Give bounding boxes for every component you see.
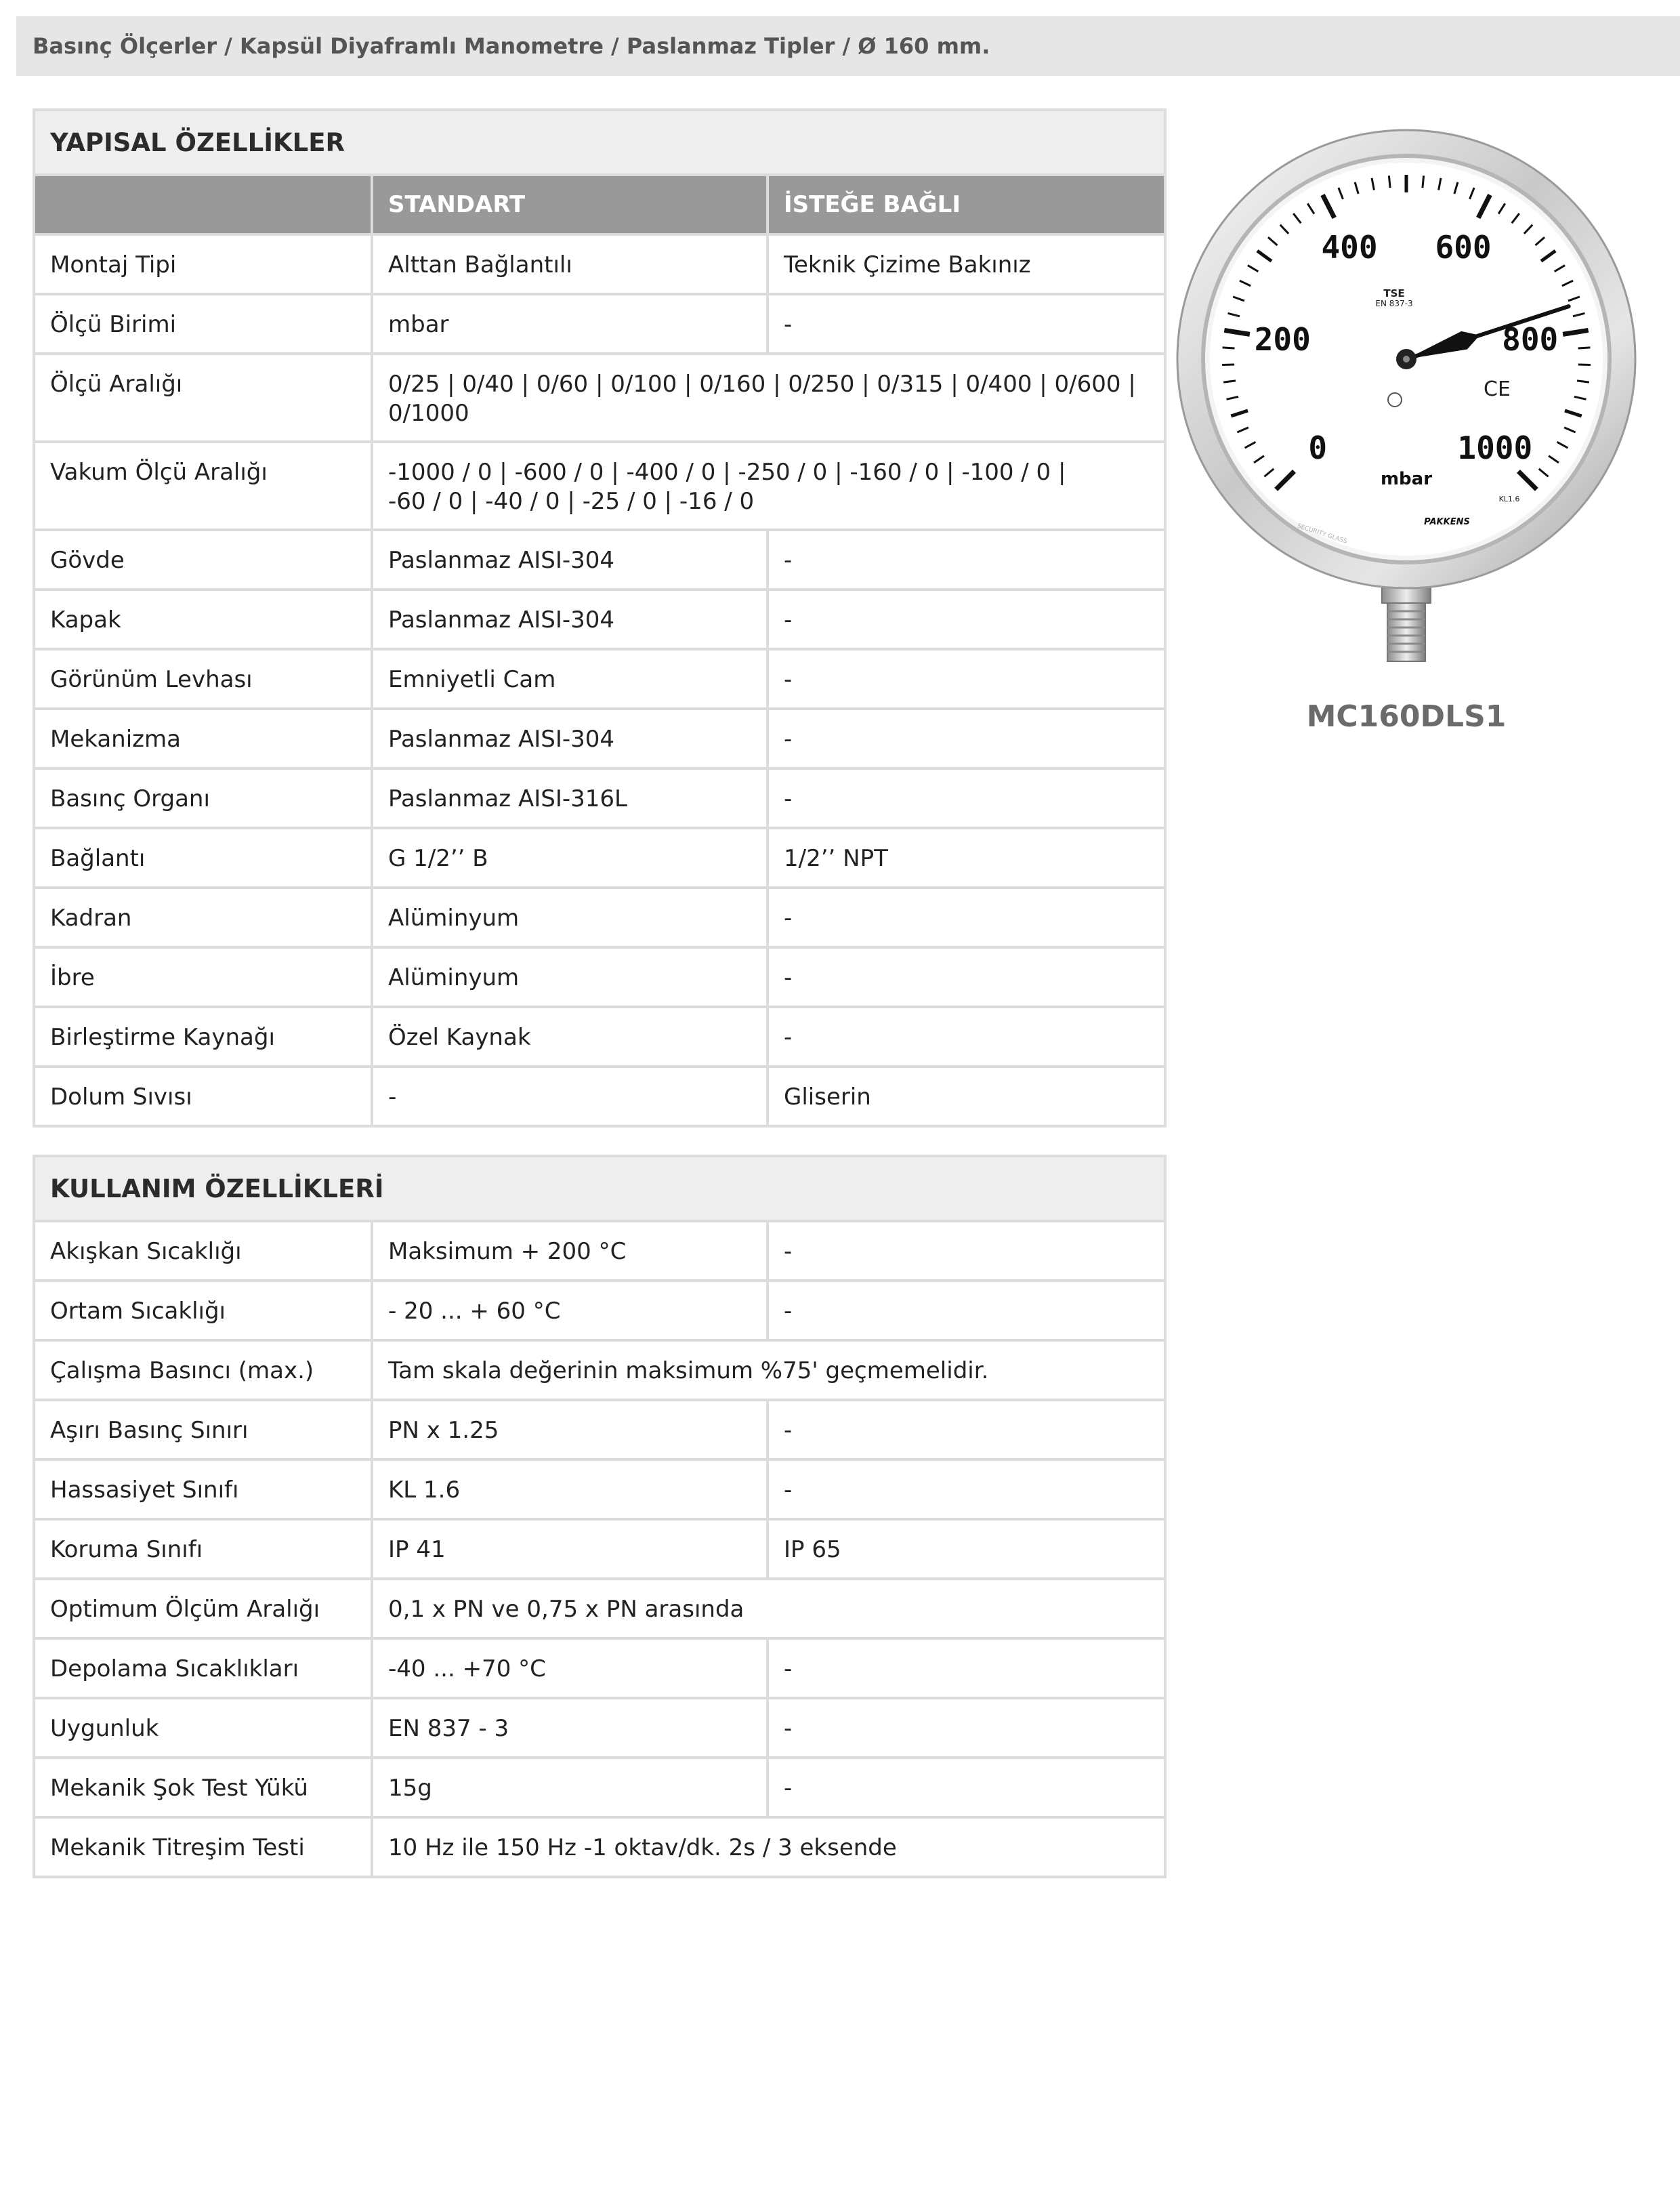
standard-value: Paslanmaz AISI-304	[372, 590, 768, 649]
minor-tick	[1423, 175, 1424, 188]
optional-value: -	[768, 294, 1165, 354]
brand-label: PAKKENS	[1424, 517, 1470, 527]
standard-value: 10 Hz ile 150 Hz -1 oktav/dk. 2s / 3 eksende	[372, 1817, 1165, 1877]
standard-value: G 1/2’’ B	[372, 828, 768, 888]
row-label: Ölçü Birimi	[34, 294, 372, 354]
standard-value: IP 41	[372, 1519, 768, 1579]
dial-label: 400	[1321, 229, 1378, 266]
model-code: MC160DLS1	[1306, 699, 1507, 734]
dial-label: 800	[1502, 321, 1559, 358]
table-row	[34, 1579, 1165, 1638]
standard-value: Emniyetli Cam	[372, 649, 768, 709]
glass-mark: SECURITY GLASS	[1296, 522, 1348, 545]
table-row	[34, 1698, 1165, 1758]
optional-value: -	[768, 888, 1165, 947]
table-row	[34, 649, 1165, 709]
row-label: Koruma Sınıfı	[34, 1519, 372, 1579]
optional-value: -	[768, 1460, 1165, 1519]
standard-value: 0/25 | 0/40 | 0/60 | 0/100 | 0/160 | 0/250 | 0/315 | 0/400 | 0/600 | 0/1000	[372, 354, 1165, 442]
optional-value: -	[768, 1638, 1165, 1698]
optional-value: Teknik Çizime Bakınız	[768, 234, 1165, 294]
row-label: Optimum Ölçüm Aralığı	[34, 1579, 372, 1638]
table-row	[34, 234, 1165, 294]
row-label: Kapak	[34, 590, 372, 649]
standard-value: KL 1.6	[372, 1460, 768, 1519]
table-row	[34, 828, 1165, 888]
optional-value: 1/2’’ NPT	[768, 828, 1165, 888]
dial-label: 0	[1308, 429, 1328, 466]
table-row	[34, 1638, 1165, 1698]
standard-value: Paslanmaz AISI-316L	[372, 768, 768, 828]
table-row	[34, 1817, 1165, 1877]
table-row	[34, 354, 1165, 442]
standard-value: mbar	[372, 294, 768, 354]
structural-specs-table	[33, 108, 1167, 1128]
row-label: Mekanizma	[34, 709, 372, 768]
optional-value: -	[768, 1221, 1165, 1281]
standard-value: Maksimum + 200 °C	[372, 1221, 768, 1281]
standard-mark: EN 837-3	[1375, 299, 1413, 308]
optional-value: -	[768, 1400, 1165, 1460]
breadcrumb: Basınç Ölçerler / Kapsül Diyaframlı Manometre / Paslanmaz Tipler / Ø 160 mm.	[16, 16, 1680, 76]
optional-value: IP 65	[768, 1519, 1165, 1579]
standard-value: Paslanmaz AISI-304	[372, 709, 768, 768]
row-label: Birleştirme Kaynağı	[34, 1007, 372, 1067]
table-row	[34, 530, 1165, 590]
row-label: Çalışma Basıncı (max.)	[34, 1340, 372, 1400]
table-row	[34, 1281, 1165, 1340]
header-empty-cell	[34, 175, 372, 234]
row-label: Dolum Sıvısı	[34, 1067, 372, 1126]
optional-value: -	[768, 530, 1165, 590]
optional-value: -	[768, 768, 1165, 828]
table-row	[34, 1007, 1165, 1067]
unit-label: mbar	[1380, 469, 1433, 489]
optional-value: -	[768, 1007, 1165, 1067]
optional-value: -	[768, 1758, 1165, 1817]
standard-value: Alüminyum	[372, 947, 768, 1007]
optional-value: -	[768, 649, 1165, 709]
row-label: Depolama Sıcaklıkları	[34, 1638, 372, 1698]
standard-value: 15g	[372, 1758, 768, 1817]
table-row	[34, 590, 1165, 649]
table-row	[34, 768, 1165, 828]
optional-value: -	[768, 1281, 1165, 1340]
standard-value: EN 837 - 3	[372, 1698, 768, 1758]
optional-value: -	[768, 709, 1165, 768]
row-label: Akışkan Sıcaklığı	[34, 1221, 372, 1281]
standard-value: -1000 / 0 | -600 / 0 | -400 / 0 | -250 / 0 | -160 / 0 | -100 / 0 | -60 / 0 | -40 / 0 | -25 / 0 | -16 / 0	[372, 442, 1165, 530]
optional-value: -	[768, 1698, 1165, 1758]
optional-column-header: İSTEĞE BAĞLI	[768, 175, 1165, 234]
table-row	[34, 294, 1165, 354]
standard-value: -	[372, 1067, 768, 1126]
standard-column-header: STANDART	[372, 175, 768, 234]
usage-section-title: KULLANIM ÖZELLİKLERİ	[34, 1156, 1165, 1221]
table-row	[34, 1067, 1165, 1126]
tse-mark: TSE	[1383, 287, 1405, 299]
optional-value: Gliserin	[768, 1067, 1165, 1126]
row-label: Mekanik Şok Test Yükü	[34, 1758, 372, 1817]
row-label: Vakum Ölçü Aralığı	[34, 442, 372, 530]
row-label: Mekanik Titreşim Testi	[34, 1817, 372, 1877]
row-label: Uygunluk	[34, 1698, 372, 1758]
standard-value: Alüminyum	[372, 888, 768, 947]
minor-tick	[1389, 175, 1390, 188]
ce-mark: CE	[1484, 377, 1511, 401]
table-row	[34, 442, 1165, 530]
table-row	[34, 947, 1165, 1007]
standard-value: -40 ... +70 °C	[372, 1638, 768, 1698]
table-row	[34, 888, 1165, 947]
row-label: Görünüm Levhası	[34, 649, 372, 709]
optional-value: -	[768, 947, 1165, 1007]
table-row	[34, 1519, 1165, 1579]
needle-pin	[1403, 356, 1410, 363]
standard-value: Paslanmaz AISI-304	[372, 530, 768, 590]
class-mark: KL1.6	[1498, 495, 1520, 503]
row-label: Montaj Tipi	[34, 234, 372, 294]
dial-label: 200	[1254, 321, 1311, 358]
row-label: İbre	[34, 947, 372, 1007]
row-label: Ölçü Aralığı	[34, 354, 372, 442]
dial-label: 600	[1435, 229, 1492, 266]
row-label: Basınç Organı	[34, 768, 372, 828]
table-row	[34, 1340, 1165, 1400]
table-row	[34, 709, 1165, 768]
row-label: Ortam Sıcaklığı	[34, 1281, 372, 1340]
row-label: Gövde	[34, 530, 372, 590]
standard-value: Alttan Bağlantılı	[372, 234, 768, 294]
row-label: Aşırı Basınç Sınırı	[34, 1400, 372, 1460]
table-row	[34, 1758, 1165, 1817]
optional-value: -	[768, 590, 1165, 649]
standard-value: PN x 1.25	[372, 1400, 768, 1460]
row-label: Bağlantı	[34, 828, 372, 888]
standard-value: Özel Kaynak	[372, 1007, 768, 1067]
structural-section-title: YAPISAL ÖZELLİKLER	[34, 110, 1165, 175]
pressure-gauge-image	[1176, 129, 1637, 671]
row-label: Hassasiyet Sınıfı	[34, 1460, 372, 1519]
standard-value: 0,1 x PN ve 0,75 x PN arasında	[372, 1579, 1165, 1638]
standard-value: - 20 ... + 60 °C	[372, 1281, 768, 1340]
table-row	[34, 1400, 1165, 1460]
usage-specs-table	[33, 1155, 1167, 1878]
table-row	[34, 1460, 1165, 1519]
dial-label: 1000	[1457, 429, 1533, 466]
row-label: Kadran	[34, 888, 372, 947]
table-row	[34, 1221, 1165, 1281]
standard-value: Tam skala değerinin maksimum %75' geçmemelidir.	[372, 1340, 1165, 1400]
